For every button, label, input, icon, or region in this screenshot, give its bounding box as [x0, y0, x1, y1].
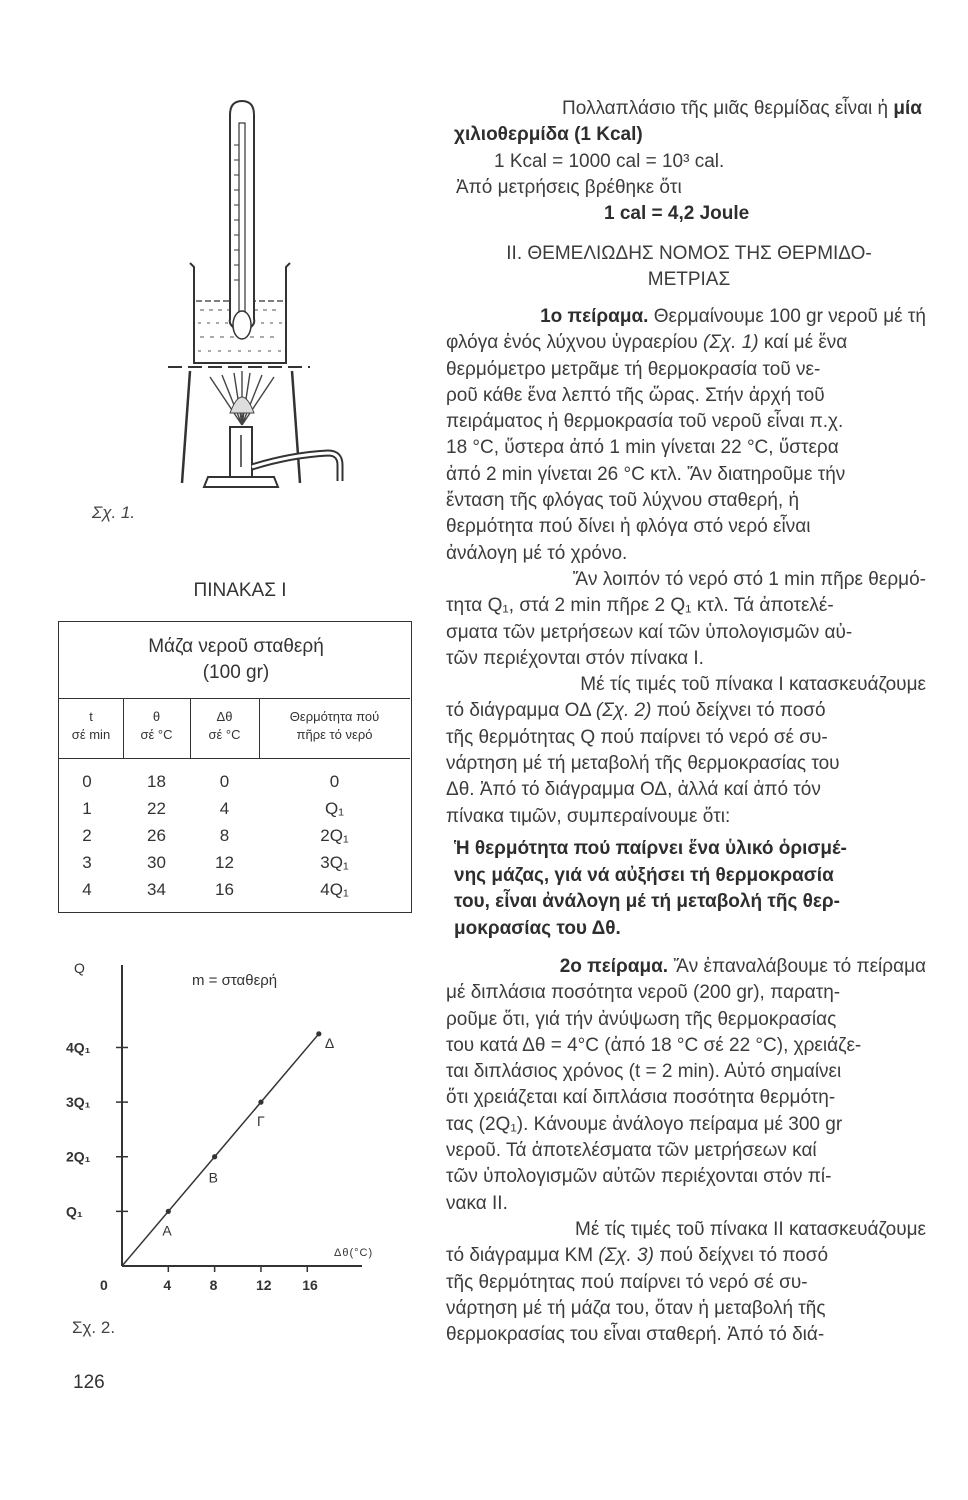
table-header-theta: θ σέ °C: [140, 709, 173, 742]
table-cell: 2Q₁: [320, 826, 349, 845]
table-cell: 12: [215, 853, 234, 872]
point-label: Β: [208, 1169, 218, 1186]
y-axis-label: Q: [74, 960, 85, 976]
figure-1-caption: Σχ. 1.: [92, 503, 136, 522]
table-column-heat: [259, 768, 410, 903]
y-tick-label: 4Q₁: [66, 1039, 91, 1056]
intro-paragraph: Πολλαπλάσιο τῆς μιᾶς θερμίδας εἶναι ἡ μία χιλιοθερμίδα (1 Kcal) 1 Kcal = 1000 cal = 10³ cal. Ἀπό μετρήσεις βρέθηκε ὅτι 1 cal = 4,2 Joule: [454, 98, 922, 225]
point-label: Γ: [256, 1113, 265, 1130]
data-point: [166, 1209, 171, 1214]
table-cell: 18: [147, 772, 166, 791]
table-cell: 8: [219, 826, 230, 845]
x-tick-label: 16: [302, 1277, 318, 1293]
x-tick-label: 8: [209, 1277, 218, 1293]
table-cell: 0: [219, 772, 230, 791]
experiment-2-paragraph: 2ο πείραμα. Ἄν ἐπαναλάβουμε τό πείραμα μέ διπλάσια ποσότητα νεροῦ (200 gr), παρατη- ροῦμε ὅτι, γιά τήν ἀνύψωση τῆς θερμοκρασίας του κατά Δθ = 4°C (ἀπό 18 °C σέ 22 °C), χρειάζε- ται διπλάσιος χρόνος (t = 2 min). Αὐτό σημαίνει ὅτι χρειάζεται καί διπλάσια ποσότητα θερμότη- τας (2Q₁). Κάνουμε ἀνάλογο πείραμα μέ 300 gr νεροῦ. Τά ἀποτελέσματα τῶν μετρήσεων καί τῶν ὑπολογισμῶν αὐτῶν περιέχονται στόν πί- νακα II. Μέ τίς τιμές τοῦ πίνακα II κατασκευάζουμε τό διάγραμμα ΚΜ (Σχ. 3) πού δείχνει τό ποσό τῆς θερμότητας πού παίρνει τό νερό σέ συ- νάρτηση μέ τή μάζα του, ὅταν ἡ μεταβολή τῆς θερμοκρασίας του εἶναι σταθερή. Ἀπό τό διά-: [446, 956, 926, 1346]
table-cell: 16: [215, 880, 234, 899]
data-point: [258, 1100, 263, 1105]
series-line: [122, 1034, 319, 1266]
table-title: ΠΙΝΑΚΑΣ I: [193, 580, 287, 601]
law-statement: Ἡ θερμότητα πού παίρνει ἕνα ὑλικό ὁρισμέ- νης μάζας, γιά νά αὐξήσει τή θερμοκρασία του, εἶναι ἀνάλογη μέ τή μεταβολή τῆς θερ- μοκρασίας του Δθ.: [454, 838, 847, 939]
table-column-theta: [123, 768, 190, 903]
x-axis-label: Δθ(°C): [334, 1247, 374, 1259]
data-point: [212, 1154, 217, 1159]
table-header-heat: Θερμότητα πού πῆρε τό νερό: [289, 709, 380, 742]
figure-2-caption: Σχ. 2.: [72, 1318, 116, 1337]
table-cell: 34: [147, 880, 166, 899]
y-tick-label: 3Q₁: [66, 1094, 91, 1111]
table-cell: Q₁: [325, 799, 344, 818]
table-cell: 4: [82, 880, 92, 899]
point-label: Δ: [324, 1034, 335, 1051]
table-header-t: t σέ min: [71, 709, 111, 742]
table-column-t: [59, 768, 115, 903]
table-cell: 2: [82, 826, 92, 845]
table-cell: 4Q₁: [320, 880, 349, 899]
data-point: [316, 1031, 321, 1036]
figure-2-chart: [60, 960, 400, 1305]
experiment-1-paragraph: 1ο πείραμα. Θερμαίνουμε 100 gr νεροῦ μέ τή φλόγα ἑνός λύχνου ὑγραερίου (Σχ. 1) καί μέ ἕνα θερμόμετρο μετρᾶμε τή θερμοκρασία τοῦ νε- ροῦ κάθε ἕνα λεπτό τῆς ὥρας. Στήν ἀρχή τοῦ πειράματος ἡ θερμοκρασία τοῦ νεροῦ εἶναι π.χ. 18 °C, ὕστερα ἀπό 1 min γίνεται 22 °C, ὕστερα ἀπό 2 min γίνεται 26 °C κτλ. Ἄν διατηροῦμε τήν ἔνταση τῆς φλόγας τοῦ λύχνου σταθερή, ἡ θερμότητα πού δίνει ἡ φλόγα στό νερό εἶναι ἀνάλογη μέ τό χρόνο. Ἄν λοιπόν τό νερό στό 1 min πῆρε θερμό- τητα Q₁, στά 2 min πῆρε 2 Q₁ κτλ. Τά ἀποτελέ- σματα τῶν μετρήσεων καί τῶν ὑπολογισμῶν αὐ- τῶν περιέχονται στόν πίνακα I. Μέ τίς τιμές τοῦ πίνακα I κατασκευάζουμε τό διάγραμμα ΟΔ (Σχ. 2) πού δείχνει τό ποσό τῆς θερμότητας Q πού παίρνει τό νερό σέ συ- νάρτηση μέ τή μεταβολή τῆς θερμοκρασίας του Δθ. Ἀπό τό διάγραμμα ΟΔ, ἀλλά καί ἀπό τόν πίνακα τιμῶν, συμπεραίνουμε ὅτι:: [446, 306, 926, 827]
table-1: [58, 621, 412, 913]
table-column-dtheta: [190, 768, 259, 903]
table-cell: 22: [147, 799, 166, 818]
table-cell: 3Q₁: [320, 853, 349, 872]
point-label: Α: [162, 1222, 172, 1239]
table-cell: 26: [147, 826, 166, 845]
x-tick-label: 0: [100, 1277, 108, 1293]
table-subtitle: Μάζα νεροῦ σταθερή (100 gr): [148, 636, 324, 683]
table-header-dtheta: Δθ σέ °C: [208, 709, 241, 742]
table-cell: 1: [82, 799, 92, 818]
section-title: II. ΘΕΜΕΛΙΩΔΗΣ ΝΟΜΟΣ ΤΗΣ ΘΕΡΜΙΔΟ- ΜΕΤΡΙΑΣ: [506, 243, 872, 291]
table-cell: 30: [147, 853, 166, 872]
figure-1-apparatus: [160, 95, 380, 515]
table-cell: 0: [329, 772, 340, 791]
x-tick-label: 12: [255, 1277, 272, 1293]
table-cell: 3: [82, 853, 92, 872]
table-cell: 4: [219, 799, 230, 818]
y-tick-label: Q₁: [66, 1203, 83, 1220]
y-tick-label: 2Q₁: [66, 1148, 91, 1165]
x-tick-label: 4: [163, 1277, 172, 1293]
chart-title: m = σταθερή: [192, 972, 278, 989]
page-number: 126: [73, 1372, 105, 1393]
table-cell: 0: [82, 772, 92, 791]
